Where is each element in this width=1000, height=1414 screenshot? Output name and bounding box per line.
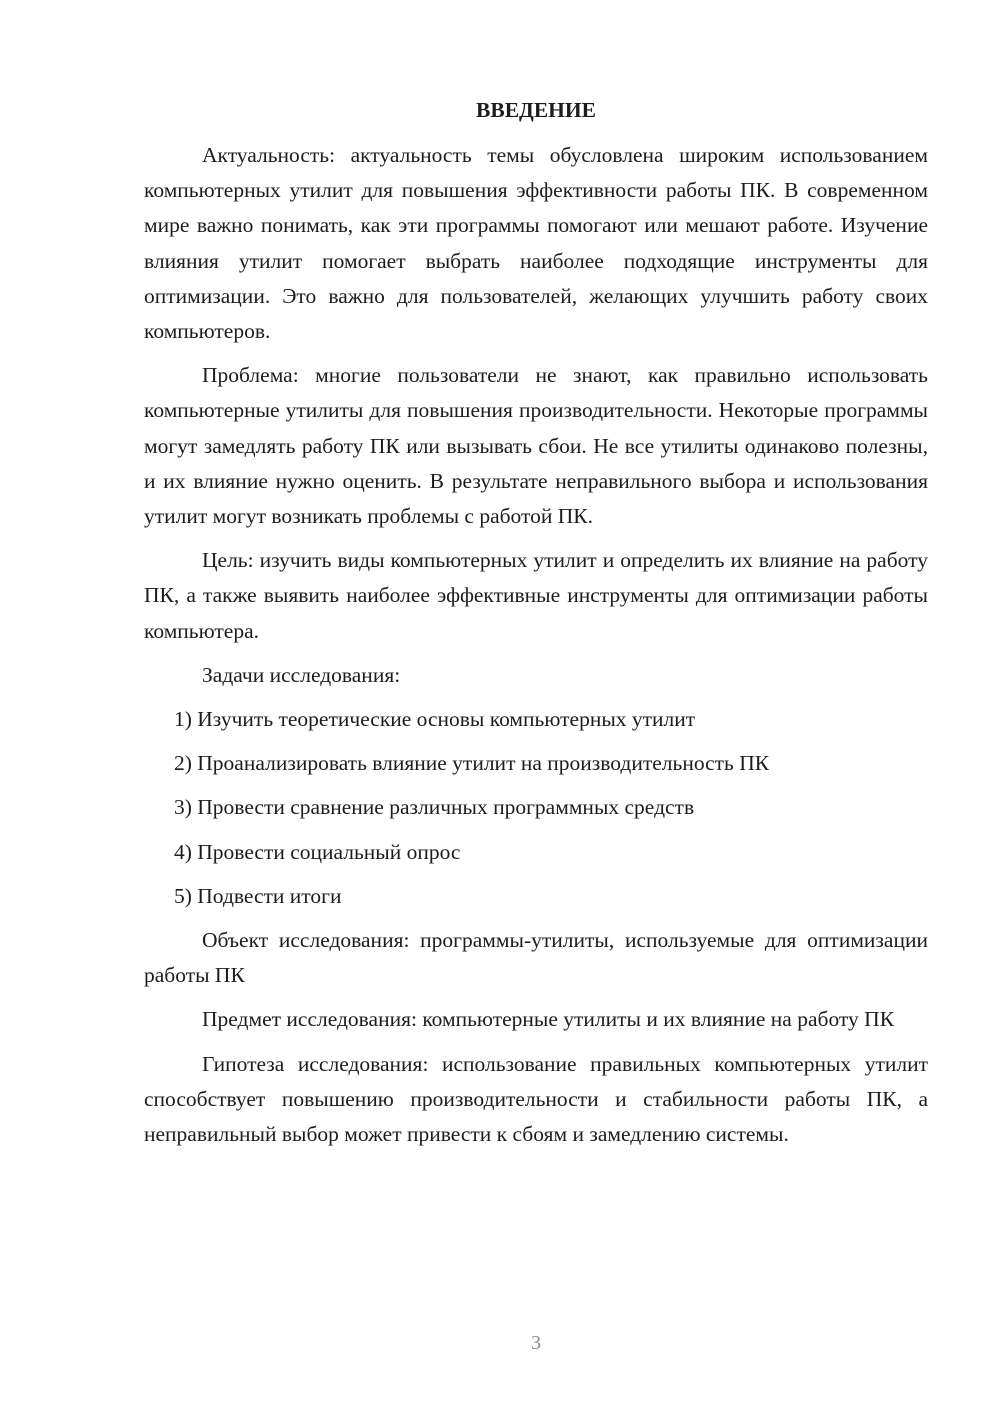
paragraph-goal: Цель: изучить виды компьютерных утилит и определить их влияние на работу ПК, а также выявить наиболее эффективные инструменты для оптимизации работы компьютера.: [144, 548, 928, 643]
list-item: 2) Проанализировать влияние утилит на производительность ПК: [174, 751, 770, 776]
page-number: 3: [531, 1332, 541, 1354]
page-title: ВВЕДЕНИЕ: [476, 98, 596, 122]
list-item: 3) Провести сравнение различных программных средств: [174, 795, 695, 820]
tasks-list: [144, 702, 928, 914]
paragraph-object: Объект исследования: программы-утилиты, используемые для оптимизации работы ПК: [144, 928, 928, 988]
paragraph-relevance: Актуальность: актуальность темы обусловлена широким использованием компьютерных утилит для повышения эффективности работы ПК. В современном мире важно понимать, как эти программы помогают или мешают работе. Изучение влияния утилит помогает выбрать наиболее подходящие инструменты для оптимизации. Это важно для пользователей, желающих улучшить работу своих компьютеров.: [144, 143, 928, 344]
document-body: [144, 92, 928, 1152]
list-item: 5) Подвести итоги: [174, 883, 342, 908]
paragraph-subject: Предмет исследования: компьютерные утилиты и их влияние на работу ПК: [202, 1007, 895, 1032]
tasks-heading: Задачи исследования:: [202, 662, 401, 687]
list-item: 1) Изучить теоретические основы компьютерных утилит: [174, 707, 696, 732]
list-item: 4) Провести социальный опрос: [174, 839, 461, 864]
paragraph-hypothesis: Гипотеза исследования: использование правильных компьютерных утилит способствует повышению производительности и стабильности работы ПК, а неправильный выбор может привести к сбоям и замедлению системы.: [144, 1051, 928, 1147]
paragraph-problem: Проблема: многие пользователи не знают, как правильно использовать компьютерные утилиты для повышения производительности. Некоторые программы могут замедлять работу ПК или вызывать сбои. Не все утилиты одинаково полезны, и их влияние нужно оценить. В результате неправильного выбора и использования утилит могут возникать проблемы с работой ПК.: [144, 363, 928, 529]
